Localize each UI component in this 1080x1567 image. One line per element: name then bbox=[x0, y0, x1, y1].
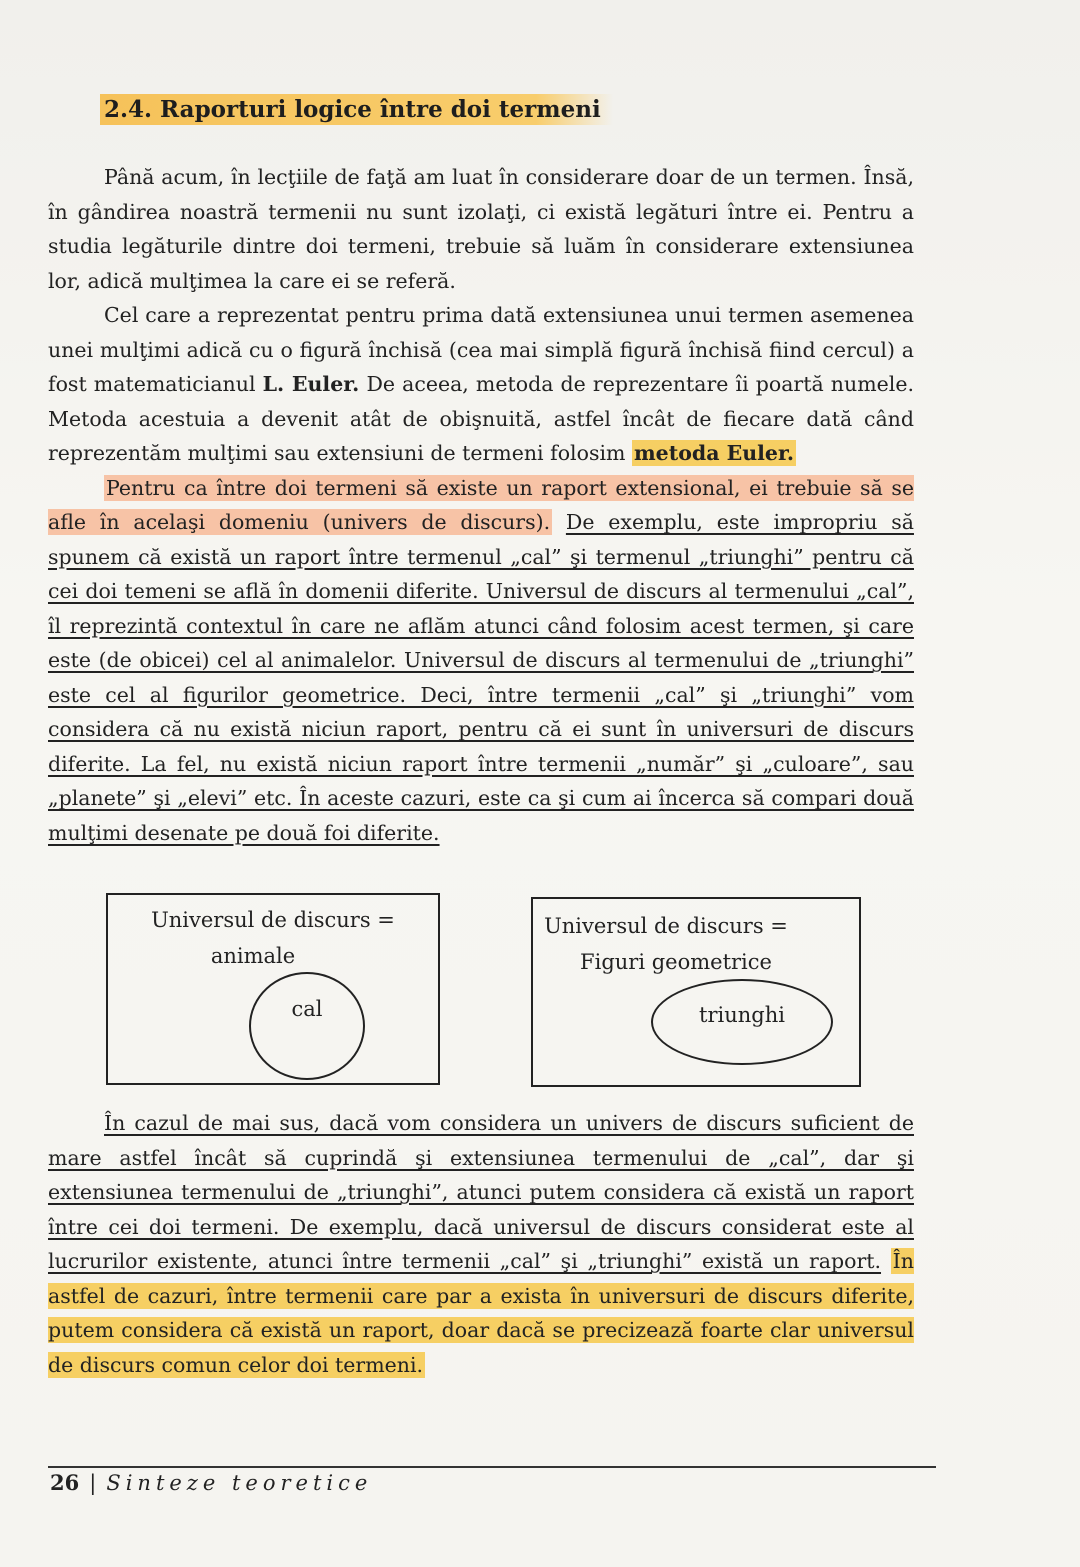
paragraph-2 bbox=[48, 298, 914, 471]
diagram-left-ellipse bbox=[249, 972, 365, 1080]
diagram-right-ellipse bbox=[651, 979, 833, 1065]
footer-rule bbox=[48, 1466, 936, 1468]
highlight-euler-method: metoda Euler. bbox=[633, 441, 795, 465]
section-heading: 2.4. Raporturi logice între doi termeni bbox=[100, 94, 613, 125]
book-title: Sinteze teoretice bbox=[106, 1471, 373, 1495]
diagram-box-geometric bbox=[531, 897, 861, 1087]
highlight-same-domain: Pentru ca între doi termeni să existe un raport extensional, ei trebuie să se afle în acelaşi domeniu (univers de discurs). bbox=[48, 475, 914, 534]
paragraph-4 bbox=[48, 1106, 914, 1382]
diagram-left-term: cal bbox=[291, 997, 323, 1021]
paragraph-2-part-b: De aceea, metoda de reprezentare îi poartă numele. Metoda acestuia a devenit atât de obişnuită, astfel încât de fiecare dată când reprezentăm mulţimi sau extensiuni de termeni folosim bbox=[48, 372, 914, 465]
underlined-conclusion: În cazul de mai sus, dacă vom considera un univers de discurs suficient de mare astfel încât să cuprindă şi extensiunea termenului de „cal”, dar şi extensiunea termenului de „triunghi”, atunci putem considera că există un raport între cei doi termeni. De exemplu, dacă universul de discurs considerat este al lucrurilor existente, atunci între termenii „cal” şi „triunghi” există un raport. bbox=[48, 1111, 914, 1273]
page-footer bbox=[50, 1470, 372, 1495]
paragraph-2-part-a: Cel care a reprezentat pentru prima dată extensiunea unui termen asemenea unei mulţimi adică cu o figură închisă (cea mai simplă figură închisă fiind cercul) a fost matematicianul bbox=[48, 303, 914, 396]
diagram-right-label-2: Figuri geometrice bbox=[580, 950, 772, 974]
diagram-left-label-2: animale bbox=[210, 944, 296, 968]
diagram-box-animals bbox=[106, 893, 440, 1085]
paragraph-3 bbox=[48, 471, 914, 851]
underlined-example: De exemplu, este impropriu să spunem că există un raport între termenul „cal” şi termenul „triunghi” pentru că cei doi temeni se află în domenii diferite. Universul de discurs al termenului „cal”, îl reprezintă contextul în care ne aflăm atunci când folosim acest termen, şi care este (de obicei) cel al animalelor. Universul de discurs al termenului de „triunghi” este cel al figurilor geometrice. Deci, între termenii „cal” şi „triunghi” vom considera că nu există niciun raport, pentru că ei sunt în universuri de discurs diferite. La fel, nu există niciun raport între termenii „număr” şi „culoare”, sau „planete” şi „elevi” etc. În aceste cazuri, este ca şi cum ai încerca să compari două mulţimi desenate pe două foi diferite. bbox=[48, 510, 914, 845]
text-block-intro bbox=[48, 160, 914, 850]
diagram-right-term: triunghi bbox=[699, 1003, 785, 1027]
footer-separator: | bbox=[89, 1471, 97, 1495]
page-number: 26 bbox=[50, 1470, 80, 1495]
diagram-right-label-1: Universul de discurs = bbox=[544, 914, 788, 938]
paragraph-1: Până acum, în lecţiile de faţă am luat în considerare doar de un termen. Însă, în gândirea noastră termenii nu sunt izolaţi, ci există legături între ei. Pentru a studia legăturile dintre doi termeni, trebuie să luăm în considerare extensiunea lor, adică mulţimea la care ei se referă. bbox=[48, 165, 914, 293]
euler-name: L. Euler. bbox=[262, 372, 360, 396]
text-block-conclusion bbox=[48, 1106, 914, 1382]
diagram-left-label-1: Universul de discurs = bbox=[151, 908, 395, 932]
highlight-conclusion: În astfel de cazuri, între termenii care par a exista în universuri de discurs diferite, putem considera că există un raport, doar dacă se precizează foarte clar universul de discurs comun celor doi termeni. bbox=[48, 1249, 914, 1377]
